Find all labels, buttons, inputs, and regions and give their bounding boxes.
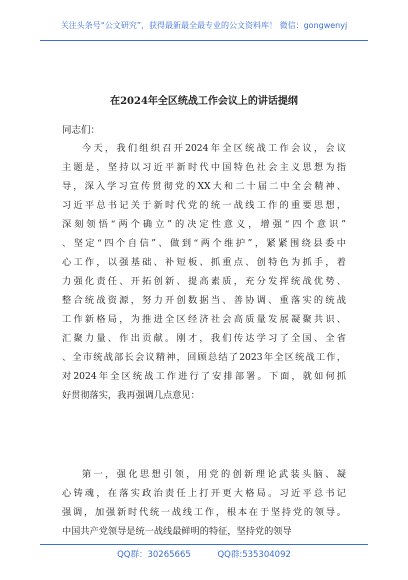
text-line: 工作新格局，为推进全区经济社会高质量发展凝聚共识、 [62, 314, 346, 325]
salutation: 同志们： [62, 125, 101, 136]
text-line: 今天，我们组织召开2024年全区统战工作会议，会议 [82, 143, 346, 154]
text-line: 心铸魂，在落实政治责任上打开更大格局。习近平总书记 [62, 488, 346, 499]
document-title: 在2024年全区统战工作会议上的讲话提纲 [110, 96, 298, 107]
text-line: 主题是，坚持以习近平新时代中国特色社会主义思想为指 [62, 162, 346, 173]
text-line: 、全市统战部长会议精神，回顾总结了2023年全区统战工作， [62, 352, 346, 363]
qq-group-2: QQ群:535304092 [217, 550, 291, 560]
text-line: 心工作，以强基础、补短板、抓重点、创特色为抓手，着 [62, 257, 346, 268]
text-line: 好贯彻落实，我再强调几点意见： [62, 390, 200, 401]
text-line: 汇聚力量、作出贡献。刚才，我们传达学习了全国、全省 [62, 333, 346, 344]
footer [0, 548, 408, 560]
text-line: 力强化责任、开拓创新、提高素质，充分发挥统战优势、 [62, 276, 346, 287]
text-line: 整合统战资源，努力开创数据当、善协调、重落实的统战 [62, 295, 346, 306]
text-line: 中国共产党领导是统一战线最鲜明的特征，坚持党的领导 [62, 526, 292, 537]
text-line: 、坚定“四个自信”、做到“两个维护”，紧紧围绕县委中 [62, 238, 346, 249]
text-line: 导，深入学习宣传贯彻党的XX大和二十届二中全会精神、 [62, 181, 346, 192]
qq-group-1: QQ群：30265665 [117, 550, 191, 560]
header-divider [40, 40, 368, 41]
text-line: 对2024年全区统战工作进行了安排部署。下面，就如何抓 [62, 371, 346, 382]
text-line: 强调，加强新时代统一战线工作，根本在于坚持党的领导。 [62, 507, 346, 518]
footer-divider [40, 544, 368, 545]
paragraph-2 [62, 465, 346, 541]
text-line: 第一，强化思想引领，用党的创新理论武装头脑、凝 [82, 469, 346, 480]
text-line: 习近平总书记关于新时代党的统一战线工作的重要思想， [62, 200, 346, 211]
paragraph-1 [62, 139, 346, 405]
header-banner: 关注头条号“公文研究”，获得最新最全最专业的公文资料库！ 微信：gongwenyj [60, 21, 348, 30]
text-line: 深刻领悟“两个确立”的决定性意义，增强“四个意识” [62, 219, 346, 230]
